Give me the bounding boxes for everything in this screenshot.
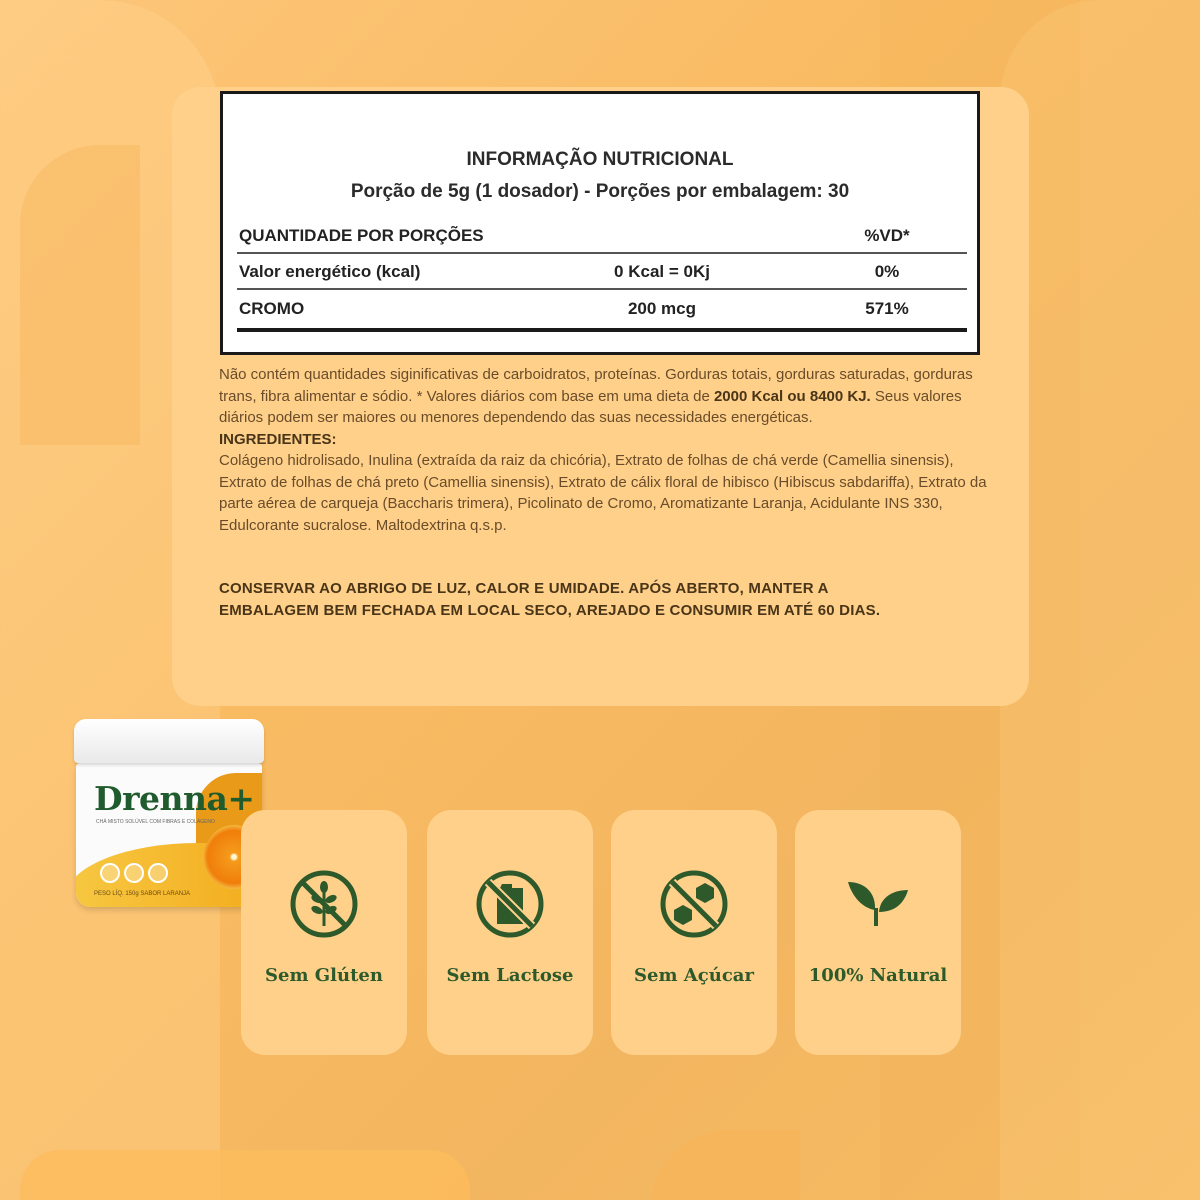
table-header-row bbox=[237, 218, 967, 254]
ingredients-title: INGREDIENTES: bbox=[219, 430, 337, 448]
badge-icon bbox=[124, 863, 144, 883]
row-amount: 200 mcg bbox=[627, 299, 697, 318]
notes-text: Não contém quantidades siginificativas de carboidratos, proteínas. Gorduras totais, gorduras saturadas, gorduras trans, fibra alimentar e sódio. * Valores diários com base em uma dieta de bbox=[219, 366, 973, 405]
row-amount: 0 Kcal = 0Kj bbox=[614, 262, 710, 281]
header-quantity: QUANTIDADE POR PORÇÕES bbox=[239, 226, 484, 245]
no-sugar-icon bbox=[658, 868, 730, 940]
notes-text: Seus valores diários podem ser maiores ou menores dependendo das suas necessidades energéticas. bbox=[219, 387, 962, 426]
leaf-icon bbox=[842, 868, 914, 940]
feature-label: Sem Lactose bbox=[446, 965, 574, 986]
feature-card-natural bbox=[795, 810, 961, 1055]
feature-card-lactose bbox=[427, 810, 593, 1055]
row-dv: 571% bbox=[865, 299, 909, 318]
feature-card-sugar bbox=[611, 810, 777, 1055]
feature-label: 100% Natural bbox=[808, 965, 948, 986]
jar-body bbox=[76, 763, 262, 907]
no-gluten-icon bbox=[288, 868, 360, 940]
background-shape bbox=[20, 1150, 470, 1200]
row-label: CROMO bbox=[239, 299, 305, 318]
product-jar-image bbox=[74, 719, 264, 909]
feature-card-gluten bbox=[241, 810, 407, 1055]
nutrition-facts-table bbox=[220, 91, 980, 355]
no-lactose-icon bbox=[474, 868, 546, 940]
feature-label: Sem Açúcar bbox=[634, 965, 754, 986]
feature-label: Sem Glúten bbox=[265, 965, 383, 986]
notes-diet-bold: 2000 Kcal ou 8400 KJ. bbox=[713, 387, 871, 405]
nutrition-title: INFORMAÇÃO NUTRICIONAL bbox=[466, 149, 734, 170]
product-brand: Drenna+ bbox=[94, 779, 255, 818]
row-label: Valor energético (kcal) bbox=[239, 262, 421, 281]
storage-line: EMBALAGEM BEM FECHADA EM LOCAL SECO, AREJADO E CONSUMIR EM ATÉ 60 DIAS. bbox=[219, 601, 881, 619]
storage-line: CONSERVAR AO ABRIGO DE LUZ, CALOR E UMIDADE. APÓS ABERTO, MANTER A bbox=[219, 580, 829, 597]
jar-lid bbox=[74, 719, 264, 763]
background-shape bbox=[20, 145, 140, 445]
table-bottom-rule bbox=[237, 328, 967, 332]
nutrition-notes bbox=[219, 364, 989, 536]
product-footer: PESO LÍQ. 150g SABOR LARANJA bbox=[94, 891, 191, 897]
background-shape bbox=[1000, 0, 1200, 1200]
table-row bbox=[237, 291, 967, 327]
background-shape bbox=[650, 1130, 800, 1200]
table-row bbox=[237, 254, 967, 290]
ingredients-list: Colágeno hidrolisado, Inulina (extraída da raiz da chicória), Extrato de folhas de chá verde (Camellia sinensis), Extrato de folhas de chá preto (Camellia sinensis), Extrato de cálix floral de hibisco (Hibiscus sabdariffa), Extrato da parte aérea de carqueja (Baccharis trimera), Picolinato de Cromo, Aromatizante Laranja, Acidulante INS 330, Edulcorante sucralose. Maltodextrina q.s.p. bbox=[219, 452, 987, 534]
product-subtitle: CHÁ MISTO SOLÚVEL COM FIBRAS E COLÁGENO bbox=[96, 819, 215, 825]
badge-icon bbox=[148, 863, 168, 883]
storage-instructions bbox=[219, 578, 979, 621]
badge-icon bbox=[100, 863, 120, 883]
row-dv: 0% bbox=[874, 262, 900, 281]
serving-size: Porção de 5g (1 dosador) - Porções por embalagem: 30 bbox=[350, 181, 850, 202]
header-dv: %VD* bbox=[864, 226, 910, 245]
